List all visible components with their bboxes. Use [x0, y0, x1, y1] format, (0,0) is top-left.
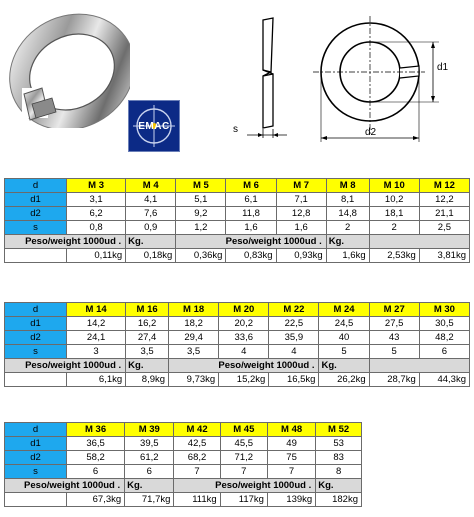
value-cell: 27,4 [126, 331, 169, 345]
value-cell: 14,2 [67, 317, 126, 331]
table-row-header [5, 303, 470, 317]
value-cell: 8,1 [326, 193, 369, 207]
table-row-peso [5, 359, 470, 373]
weight-cell: 71,7kg [125, 493, 174, 507]
size-cell: M 7 [276, 179, 326, 193]
value-cell: 1,6 [226, 221, 276, 235]
size-cell: M 12 [419, 179, 469, 193]
value-cell: 83 [316, 451, 362, 465]
peso-blank [369, 235, 469, 249]
row-label: d1 [5, 317, 67, 331]
value-cell: 20,2 [219, 317, 269, 331]
value-cell: 3,5 [169, 345, 219, 359]
value-cell: 24,1 [67, 331, 126, 345]
size-cell: M 4 [126, 179, 176, 193]
table-row-d1 [5, 437, 362, 451]
value-cell: 4 [269, 345, 319, 359]
value-cell: 35,9 [269, 331, 319, 345]
peso-label: Peso/weight 1000ud . [5, 479, 125, 493]
value-cell: 10,2 [369, 193, 419, 207]
weight-cell: 6,1kg [67, 373, 126, 387]
weight-cell: 0,93kg [276, 249, 326, 263]
value-cell: 0,8 [67, 221, 126, 235]
weight-cell: 0,11kg [67, 249, 126, 263]
weight-cell: 1,6kg [326, 249, 369, 263]
value-cell: 45,5 [220, 437, 267, 451]
value-cell: 42,5 [174, 437, 220, 451]
size-cell: M 10 [369, 179, 419, 193]
spec-table-3 [4, 422, 362, 507]
value-cell: 2 [369, 221, 419, 235]
value-cell: 43 [369, 331, 419, 345]
logo-text: EMAC [138, 121, 170, 132]
size-cell: M 24 [319, 303, 369, 317]
label-s: s [233, 124, 238, 135]
peso-blank [369, 359, 469, 373]
value-cell: 5 [319, 345, 369, 359]
size-cell: M 6 [226, 179, 276, 193]
weight-cell: 3,81kg [419, 249, 469, 263]
value-cell: 1,6 [276, 221, 326, 235]
table-row-s [5, 465, 362, 479]
value-cell: 18,1 [369, 207, 419, 221]
value-cell: 9,2 [176, 207, 226, 221]
value-cell: 29,4 [169, 331, 219, 345]
peso-unit-mid: Kg. [316, 479, 362, 493]
size-cell: M 20 [219, 303, 269, 317]
table-row-header [5, 423, 362, 437]
value-cell: 18,2 [169, 317, 219, 331]
value-cell: 7,1 [276, 193, 326, 207]
table-row-weight [5, 373, 470, 387]
value-cell: 30,5 [419, 317, 469, 331]
size-cell: M 45 [220, 423, 267, 437]
size-cell: M 48 [267, 423, 315, 437]
value-cell: 48,2 [419, 331, 469, 345]
table-row-peso [5, 235, 470, 249]
value-cell: 4 [219, 345, 269, 359]
weight-cell: 28,7kg [369, 373, 419, 387]
row-label: d [5, 423, 67, 437]
peso-label-mid: Peso/weight 1000ud . [169, 359, 319, 373]
value-cell: 12,2 [419, 193, 469, 207]
value-cell: 8 [316, 465, 362, 479]
peso-unit: Kg. [126, 235, 176, 249]
row-label: d2 [5, 451, 67, 465]
size-cell: M 39 [125, 423, 174, 437]
value-cell: 3,5 [126, 345, 169, 359]
size-cell: M 3 [67, 179, 126, 193]
peso-label-mid: Peso/weight 1000ud . [174, 479, 316, 493]
value-cell: 7,6 [126, 207, 176, 221]
emac-logo [128, 100, 180, 152]
size-cell: M 52 [316, 423, 362, 437]
value-cell: 49 [267, 437, 315, 451]
value-cell: 21,1 [419, 207, 469, 221]
size-cell: M 42 [174, 423, 220, 437]
peso-unit-mid: Kg. [319, 359, 369, 373]
value-cell: 4,1 [126, 193, 176, 207]
spec-table-1 [4, 178, 470, 263]
weight-cell: 8,9kg [126, 373, 169, 387]
weight-blank [5, 249, 67, 263]
value-cell: 3,1 [67, 193, 126, 207]
weight-cell: 67,3kg [67, 493, 125, 507]
row-label: s [5, 465, 67, 479]
peso-label: Peso/weight 1000ud . [5, 359, 126, 373]
size-cell: M 30 [419, 303, 469, 317]
value-cell: 6 [419, 345, 469, 359]
table-row-s [5, 221, 470, 235]
weight-blank [5, 493, 67, 507]
peso-label-mid: Peso/weight 1000ud . [176, 235, 326, 249]
value-cell: 71,2 [220, 451, 267, 465]
size-cell: M 16 [126, 303, 169, 317]
value-cell: 36,5 [67, 437, 125, 451]
row-label: s [5, 221, 67, 235]
row-label: d1 [5, 193, 67, 207]
weight-cell: 26,2kg [319, 373, 369, 387]
size-cell: M 36 [67, 423, 125, 437]
value-cell: 6 [67, 465, 125, 479]
value-cell: 58,2 [67, 451, 125, 465]
row-label: d2 [5, 331, 67, 345]
weight-cell: 16,5kg [269, 373, 319, 387]
value-cell: 53 [316, 437, 362, 451]
peso-unit: Kg. [125, 479, 174, 493]
value-cell: 27,5 [369, 317, 419, 331]
value-cell: 7 [220, 465, 267, 479]
row-label: d [5, 179, 67, 193]
value-cell: 6 [125, 465, 174, 479]
value-cell: 12,8 [276, 207, 326, 221]
size-cell: M 18 [169, 303, 219, 317]
value-cell: 6,2 [67, 207, 126, 221]
weight-cell: 2,53kg [369, 249, 419, 263]
label-d1: d1 [437, 62, 449, 73]
table-row-peso [5, 479, 362, 493]
peso-label: Peso/weight 1000ud . [5, 235, 126, 249]
table-row-weight [5, 249, 470, 263]
size-cell: M 14 [67, 303, 126, 317]
size-cell: M 27 [369, 303, 419, 317]
value-cell: 24,5 [319, 317, 369, 331]
table-row-d2 [5, 451, 362, 465]
weight-cell: 9,73kg [169, 373, 219, 387]
spec-table-2 [4, 302, 470, 387]
value-cell: 3 [67, 345, 126, 359]
value-cell: 22,5 [269, 317, 319, 331]
washer-photo [8, 8, 130, 128]
table-row-header [5, 179, 470, 193]
label-d2: d2 [365, 127, 377, 138]
weight-cell: 44,3kg [419, 373, 469, 387]
weight-cell: 117kg [220, 493, 267, 507]
size-cell: M 22 [269, 303, 319, 317]
value-cell: 61,2 [125, 451, 174, 465]
weight-cell: 0,83kg [226, 249, 276, 263]
value-cell: 14,8 [326, 207, 369, 221]
weight-cell: 139kg [267, 493, 315, 507]
weight-cell: 111kg [174, 493, 220, 507]
row-label: d1 [5, 437, 67, 451]
table-row-d2 [5, 331, 470, 345]
value-cell: 16,2 [126, 317, 169, 331]
weight-cell: 15,2kg [219, 373, 269, 387]
value-cell: 6,1 [226, 193, 276, 207]
value-cell: 2,5 [419, 221, 469, 235]
table-row-d1 [5, 193, 470, 207]
row-label: d2 [5, 207, 67, 221]
weight-blank [5, 373, 67, 387]
value-cell: 7 [174, 465, 220, 479]
weight-cell: 0,36kg [176, 249, 226, 263]
value-cell: 33,6 [219, 331, 269, 345]
weight-cell: 0,18kg [126, 249, 176, 263]
weight-cell: 182kg [316, 493, 362, 507]
table-row-weight [5, 493, 362, 507]
value-cell: 5,1 [176, 193, 226, 207]
size-cell: M 8 [326, 179, 369, 193]
peso-unit: Kg. [126, 359, 169, 373]
row-label: d [5, 303, 67, 317]
value-cell: 7 [267, 465, 315, 479]
value-cell: 1,2 [176, 221, 226, 235]
value-cell: 11,8 [226, 207, 276, 221]
row-label: s [5, 345, 67, 359]
value-cell: 5 [369, 345, 419, 359]
value-cell: 2 [326, 221, 369, 235]
table-row-s [5, 345, 470, 359]
table-row-d2 [5, 207, 470, 221]
value-cell: 68,2 [174, 451, 220, 465]
value-cell: 75 [267, 451, 315, 465]
peso-unit-mid: Kg. [326, 235, 369, 249]
size-cell: M 5 [176, 179, 226, 193]
value-cell: 0,9 [126, 221, 176, 235]
value-cell: 39,5 [125, 437, 174, 451]
table-row-d1 [5, 317, 470, 331]
washer-technical-drawing [225, 10, 470, 145]
value-cell: 40 [319, 331, 369, 345]
